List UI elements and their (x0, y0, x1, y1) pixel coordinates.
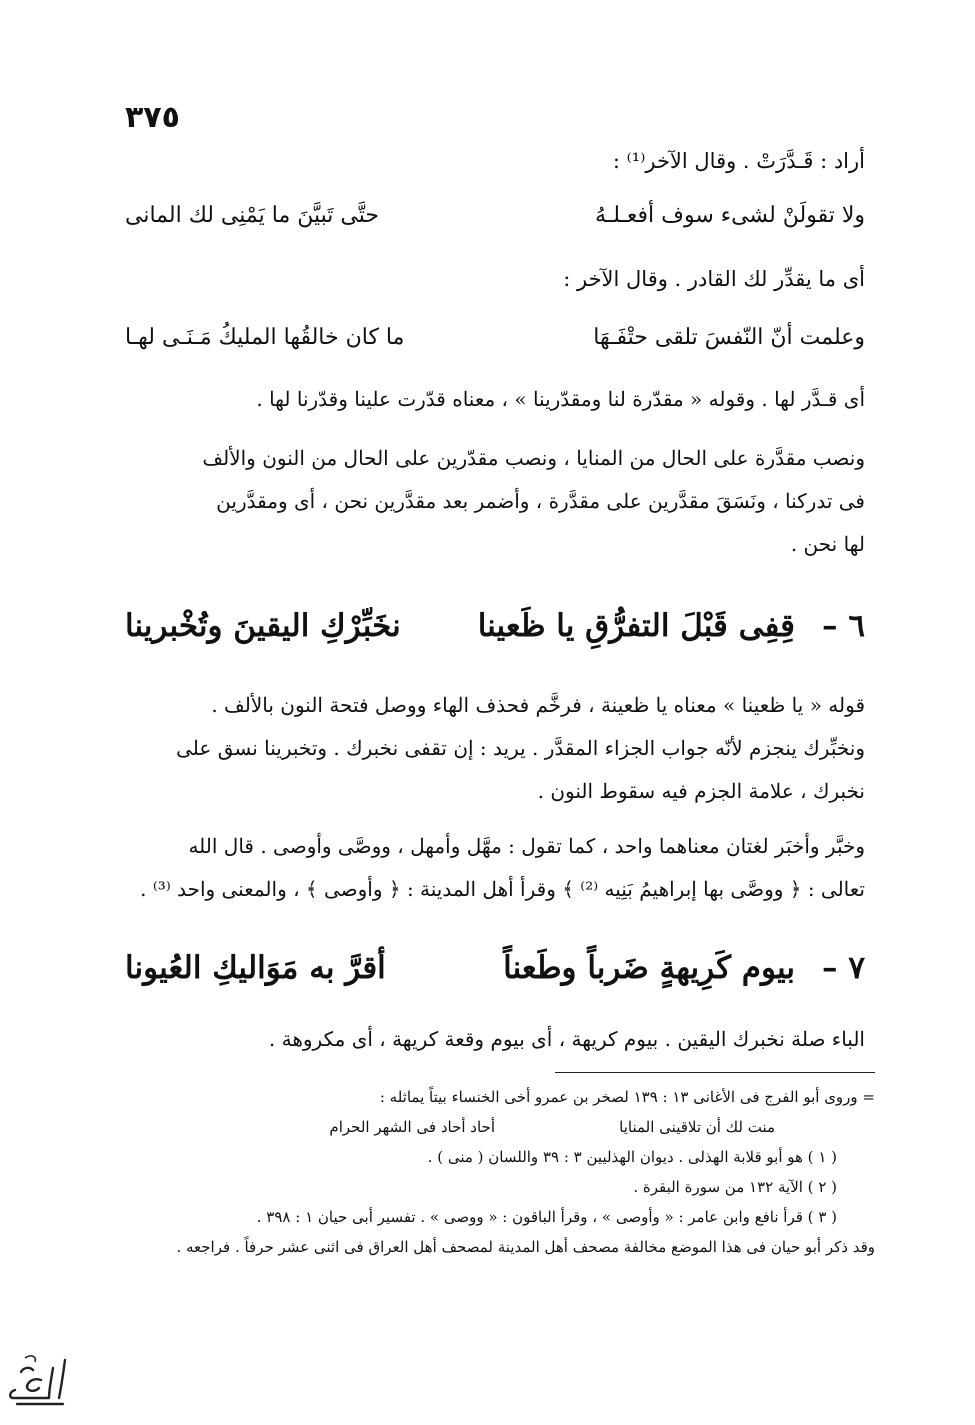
paragraph-6b (125, 825, 865, 911)
verse-6-number: ٦ – (822, 608, 865, 644)
verse-6 (125, 608, 865, 668)
paragraph-c (125, 437, 865, 566)
footnote-3: ( ٣ ) قرأ نافع وابن عامر : « وأوصى » ، وقرأ الباقون : « ووصى » . تفسير أبى حيان ١ : ٣٩٨ . (256, 1208, 837, 1226)
footnote-separator (555, 1072, 875, 1073)
line-after-verse-a: أى ما يقدِّر لك القادر . وقال الآخر : (563, 267, 865, 291)
library-stamp-logo (5, 1350, 75, 1410)
footnote-continuation: = وروى أبو الفرج فى الأغانى ١٣ : ١٣٩ لصخر بن عمرو أخى الخنساء بيتاً يماثله : (379, 1088, 875, 1106)
verse-a (125, 203, 865, 253)
page-number: ٣٧٥ (125, 100, 180, 135)
verse-7-hemistich-2: أقرَّ به مَوَاليكِ العُيونا (125, 950, 386, 986)
footnotes (115, 1082, 875, 1262)
paragraph-line: وخبَّر وأخبَر لغتان معناهما واحد ، كما تقول : مهَّل وأمهل ، ووصَّى وأوصى . قال الله (188, 834, 865, 858)
paragraph-line: فى تدركنا ، ونَسَقَ مقدَّرين على مقدَّرة ، وأضمر بعد مقدَّرين نحن ، أى ومقدَّرين (216, 489, 865, 513)
verse-7 (125, 950, 865, 1010)
verse-7-number: ٧ – (822, 950, 865, 986)
footnote-2: ( ٢ ) الآية ١٣٢ من سورة البقرة . (633, 1178, 837, 1196)
paragraph-line: أى قـدَّر لها . وقوله « مقدّرة لنا ومقدّرينا » ، معناه قدّرت علينا وقدّرنا لها . (256, 387, 865, 411)
footnote-verse-hemistich-2: أحاد أحاد فى الشهر الحرام (329, 1118, 495, 1136)
footnote-verse (115, 1112, 875, 1142)
verse-7-hemistich-1: بيوم كَرِيهةٍ ضَرباً وطَعناً (503, 950, 795, 986)
paragraph-line: لها نحن . (790, 532, 865, 556)
verse-b-hemistich-2: ما كان خالقُها المليكُ مَـنَـى لهـا (125, 325, 405, 350)
paragraph-line: قوله « يا ظعينا » معناه يا ظعينة ، فرخَّم فحذف الهاء ووصل فتحة النون بالألف . (211, 693, 865, 717)
intro-line: أراد : قَـدَّرَتْ . وقال الآخر⁽¹⁾ : (612, 149, 865, 173)
paragraph-line: تعالى : ﴿ ووصَّى بها إبراهيمُ بَنِيه ⁽²⁾ ﴾ وقرأ أهل المدينة : ﴿ وأوصى ﴾ ، والمعنى واحد ⁽³⁾ . (140, 877, 865, 901)
verse-b-hemistich-1: وعلمت أنّ النّفسَ تلقى حتْفَـهَا (593, 325, 865, 350)
paragraph-7 (125, 1018, 865, 1061)
paragraph-line: نخبرك ، علامة الجزم فيه سقوط النون . (537, 779, 865, 803)
verse-6-hemistich-2: نخَبِّرْكِ اليقينَ وتُخْبرينا (125, 608, 401, 644)
paragraph-line: ونخبِّرك ينجزم لأنّه جواب الجزاء المقدَّر . يريد : إن تقفى نخبرك . وتخبرينا نسق على (176, 736, 865, 760)
footnote-1: ( ١ ) هو أبو قلابة الهذلى . ديوان الهذليين ٣ : ٣٩ واللسان ( منى ) . (427, 1148, 837, 1166)
paragraph-line: الباء صلة نخبرك اليقين . بيوم كريهة ، أى بيوم وقعة كريهة ، أى مكروهة . (268, 1027, 865, 1051)
footnote-3-continuation: وقد ذكر أبو حيان فى هذا الموضع مخالفة مصحف أهل المدينة لمصحف أهل العراق فى اثنى عشر حرفاً . فراجعه . (176, 1238, 875, 1256)
verse-b (125, 325, 865, 375)
paragraph-6a (125, 684, 865, 813)
verse-a-hemistich-1: ولا تقولَنْ لشىء سوف أفعـلـهُ (594, 203, 865, 228)
paragraph-b (125, 378, 865, 421)
footnote-verse-hemistich-1: منت لك أن تلاقينى المنايا (619, 1118, 775, 1136)
verse-a-hemistich-2: حتَّى تَبيَّنَ ما يَمْنِى لك المانى (125, 203, 379, 228)
verse-6-hemistich-1: قِفِى قَبْلَ التفرُّقِ يا ظَعينا (477, 608, 795, 644)
paragraph-line: ونصب مقدَّرة على الحال من المنايا ، ونصب مقدّرين على الحال من النون والألف (202, 446, 865, 470)
